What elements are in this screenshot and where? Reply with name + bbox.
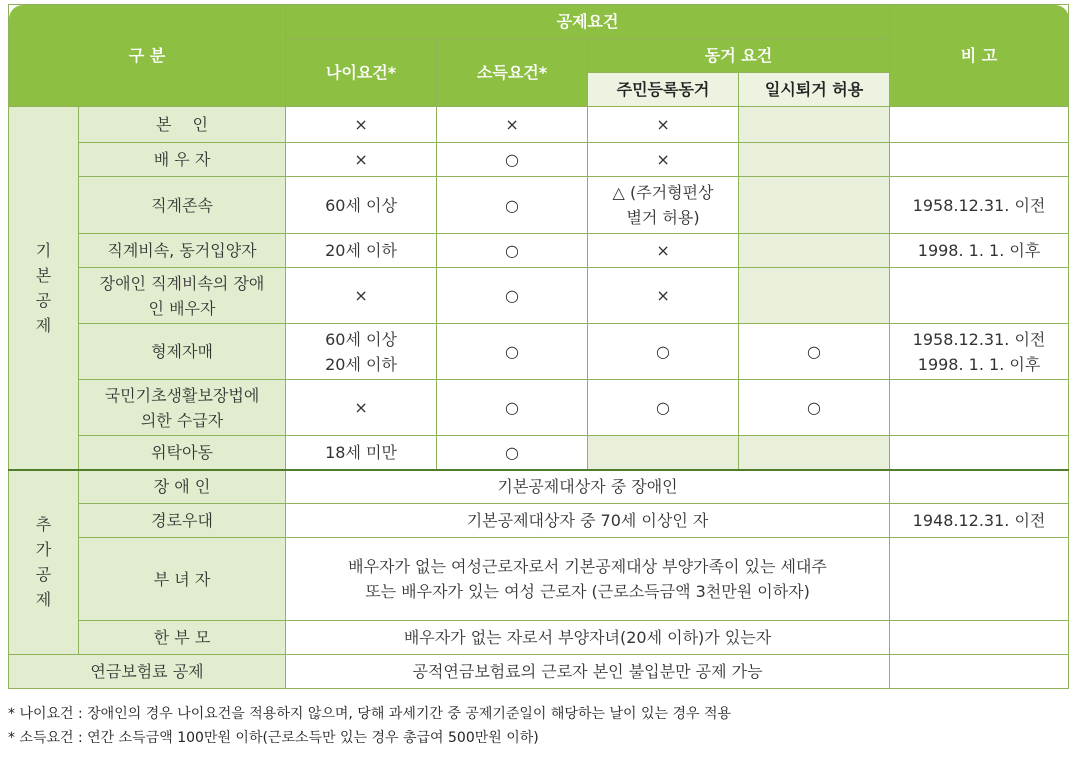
- note-cell: [890, 436, 1069, 470]
- row-label: 위탁아동: [79, 436, 286, 470]
- temporary-cell: [739, 234, 890, 268]
- note-cell: 1958.12.31. 이전 1998. 1. 1. 이후: [890, 324, 1069, 380]
- age-cell: 18세 미만: [286, 436, 437, 470]
- table-row: [9, 621, 1069, 655]
- income-cell: ○: [437, 380, 588, 436]
- table-row: [9, 143, 1069, 177]
- note-cell: 1998. 1. 1. 이후: [890, 234, 1069, 268]
- table-row: [9, 107, 1069, 143]
- row-label: 장애인 직계비속의 장애인 배우자: [79, 268, 286, 324]
- group-char: 제: [35, 315, 52, 335]
- row-label: 배 우 자: [79, 143, 286, 177]
- note-cell: [890, 268, 1069, 324]
- description-cell: 기본공제대상자 중 70세 이상인 자: [286, 504, 890, 538]
- row-label: 직계비속, 동거입양자: [79, 234, 286, 268]
- row-label: 본 인: [79, 107, 286, 143]
- temporary-leave-header: 일시퇴거 허용: [739, 73, 890, 107]
- temporary-cell: [739, 107, 890, 143]
- description-cell: 기본공제대상자 중 장애인: [286, 470, 890, 504]
- category-header: 구 분: [9, 5, 286, 107]
- note-cell: [890, 538, 1069, 621]
- income-cell: ○: [437, 268, 588, 324]
- temporary-cell: [739, 268, 890, 324]
- temporary-cell: [739, 143, 890, 177]
- deduction-table-wrapper: [8, 4, 1068, 689]
- note-cell: 1948.12.31. 이전: [890, 504, 1069, 538]
- income-cell: ○: [437, 324, 588, 380]
- row-label: 국민기초생활보장법에 의한 수급자: [79, 380, 286, 436]
- deduction-requirements-table: [8, 4, 1069, 689]
- age-cell: ×: [286, 143, 437, 177]
- resident-cell: ○: [588, 324, 739, 380]
- row-label: 장 애 인: [79, 470, 286, 504]
- row-label: 부 녀 자: [79, 538, 286, 621]
- footnotes: [8, 702, 1068, 750]
- description-cell: 배우자가 없는 여성근로자로서 기본공제대상 부양가족이 있는 세대주 또는 배우자가 있는 여성 근로자 (근로소득금액 3천만원 이하자): [286, 538, 890, 621]
- temporary-cell: ○: [739, 324, 890, 380]
- footnote-income: * 소득요건 : 연간 소득금액 100만원 이하(근로소득만 있는 경우 총급여 500만원 이하): [8, 730, 539, 746]
- income-cell: ○: [437, 177, 588, 234]
- table-row: [9, 380, 1069, 436]
- note-cell: [890, 380, 1069, 436]
- note-cell: 1958.12.31. 이전: [890, 177, 1069, 234]
- resident-cell: △ (주거형편상 별거 허용): [588, 177, 739, 234]
- note-header: 비 고: [890, 5, 1069, 107]
- row-label: 직계존속: [79, 177, 286, 234]
- resident-cell: ×: [588, 268, 739, 324]
- table-row: [9, 324, 1069, 380]
- table-row: [9, 436, 1069, 470]
- table-row: [9, 470, 1069, 504]
- resident-cell: ○: [588, 380, 739, 436]
- age-cell: 60세 이상 20세 이하: [286, 324, 437, 380]
- row-label: 형제자매: [79, 324, 286, 380]
- group-char: 제: [35, 590, 52, 610]
- requirements-header: 공제요건: [286, 5, 890, 39]
- resident-cell: ×: [588, 234, 739, 268]
- age-cell: 60세 이상: [286, 177, 437, 234]
- pension-deduction-label: 연금보험료 공제: [9, 655, 286, 689]
- income-cell: ×: [437, 107, 588, 143]
- row-label: 경로우대: [79, 504, 286, 538]
- table-row: [9, 234, 1069, 268]
- group-char: 본: [35, 265, 52, 285]
- note-cell: [890, 621, 1069, 655]
- description-cell: 배우자가 없는 자로서 부양자녀(20세 이하)가 있는자: [286, 621, 890, 655]
- description-cell: 공적연금보험료의 근로자 본인 불입분만 공제 가능: [286, 655, 890, 689]
- cohabit-requirement-header: 동거 요건: [588, 39, 890, 73]
- note-cell: [890, 143, 1069, 177]
- income-cell: ○: [437, 436, 588, 470]
- temporary-cell: ○: [739, 380, 890, 436]
- footnote-age: * 나이요건 : 장애인의 경우 나이요건을 적용하지 않으며, 당해 과세기간 중 공제기준일이 해당하는 날이 있는 경우 적용: [8, 706, 731, 722]
- row-label: 한 부 모: [79, 621, 286, 655]
- note-cell: [890, 470, 1069, 504]
- table-row: [9, 538, 1069, 621]
- note-cell: [890, 655, 1069, 689]
- age-cell: 20세 이하: [286, 234, 437, 268]
- resident-cell: ×: [588, 143, 739, 177]
- income-requirement-header: 소득요건*: [437, 39, 588, 107]
- additional-deduction-group: [9, 470, 79, 655]
- group-char: 공: [35, 565, 52, 585]
- table-row: [9, 268, 1069, 324]
- group-char: 기: [35, 240, 52, 260]
- group-char: 추: [35, 515, 52, 535]
- age-requirement-header: 나이요건*: [286, 39, 437, 107]
- note-cell: [890, 107, 1069, 143]
- group-char: 가: [35, 540, 52, 560]
- resident-cohabit-header: 주민등록동거: [588, 73, 739, 107]
- resident-cell: [588, 436, 739, 470]
- temporary-cell: [739, 177, 890, 234]
- age-cell: ×: [286, 268, 437, 324]
- income-cell: ○: [437, 143, 588, 177]
- group-char: 공: [35, 290, 52, 310]
- resident-cell: ×: [588, 107, 739, 143]
- age-cell: ×: [286, 380, 437, 436]
- age-cell: ×: [286, 107, 437, 143]
- income-cell: ○: [437, 234, 588, 268]
- basic-deduction-group: [9, 107, 79, 470]
- table-row: [9, 177, 1069, 234]
- table-row: [9, 655, 1069, 689]
- temporary-cell: [739, 436, 890, 470]
- table-row: [9, 504, 1069, 538]
